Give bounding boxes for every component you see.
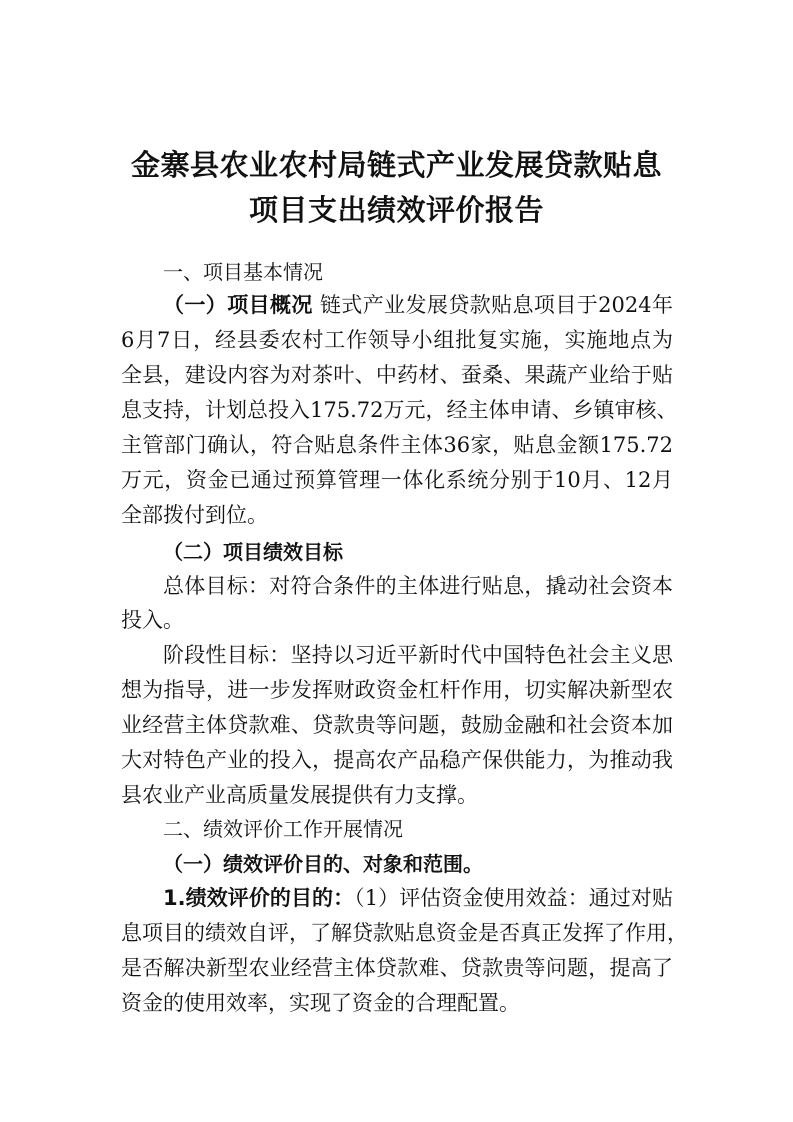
paragraph-line: 息项目的绩效自评，了解贷款贴息资金是否真正发挥了作用， [121,921,688,945]
paragraph-line: 全县，建设内容为对茶叶、中药材、蚕桑、果蔬产业给于贴 [121,363,673,387]
paragraph-line: 息支持，计划总投入175.72万元，经主体申请、乡镇审核、 [121,398,678,422]
paragraph-line [163,884,673,912]
paragraph-text: 链式产业发展贷款贴息项目于2024年 [319,293,673,317]
subsection-1-2-heading: （二）项目绩效目标 [163,540,343,564]
paragraph-line: 业经营主体贷款难、贷款贵等问题，鼓励金融和社会资本加 [121,713,673,737]
paragraph-line: 县农业产业高质量发展提供有力支撑。 [121,783,478,807]
paragraph-line: 总体目标：对符合条件的主体进行贴息，撬动社会资本 [163,574,673,598]
paragraph-line: 全部拨付到位。 [121,503,268,527]
paragraph-line: 阶段性目标：坚持以习近平新时代中国特色社会主义思 [163,643,673,667]
section-2-heading: 二、绩效评价工作开展情况 [163,817,403,841]
paragraph-line: 主管部门确认，符合贴息条件主体36家，贴息金额175.72 [121,433,673,457]
subsection-1-1-label: （一）项目概况 [163,293,313,317]
subsection-2-1-heading: （一）绩效评价目的、对象和范围。 [163,852,483,876]
paragraph-line: 万元，资金已通过预算管理一体化系统分别于10月、12月 [121,468,673,492]
paragraph-line: 想为指导，进一步发挥财政资金杠杆作用，切实解决新型农 [121,678,673,702]
paragraph-line: 是否解决新型农业经营主体贷款难、贷款贵等问题，提高了 [121,956,673,980]
paragraph-line: 大对特色产业的投入，提高农产品稳产保供能力，为推动我 [121,748,673,772]
paragraph-line: 资金的使用效率，实现了资金的合理配置。 [121,991,520,1015]
paragraph-line [163,291,673,319]
point-1-label: 1.绩效评价的目的： [163,886,355,910]
paragraph-line: 投入。 [121,608,184,632]
section-1-heading: 一、项目基本情况 [163,260,323,284]
paragraph-line: 6月7日，经县委农村工作领导小组批复实施，实施地点为 [121,328,673,352]
document-title-line-1: 金寨县农业农村局链式产业发展贷款贴息 [130,148,662,182]
paragraph-text: （1）评估资金使用效益：通过对贴 [354,886,673,910]
document-title-line-2: 项目支出绩效评价报告 [248,193,544,227]
